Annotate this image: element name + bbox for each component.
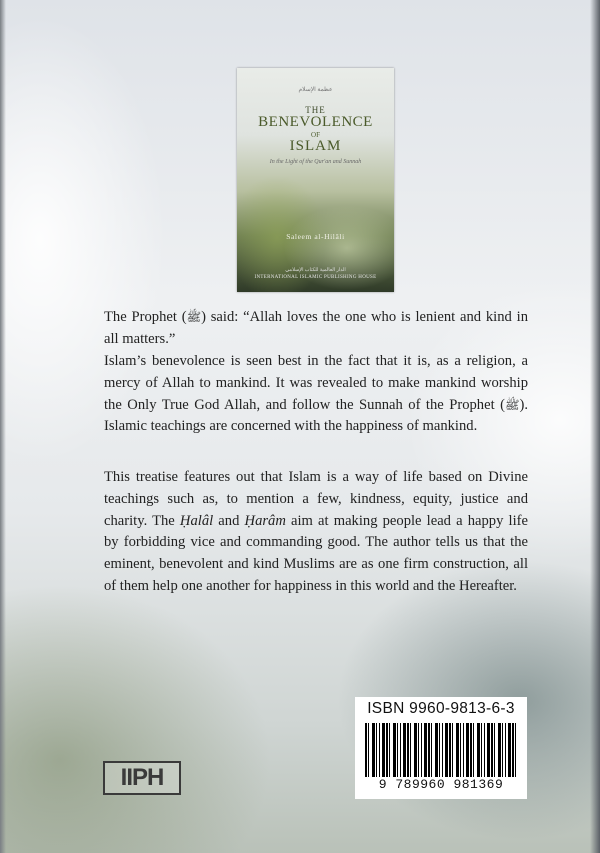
thumbnail-publisher-arabic: الدار العالمية للكتاب الإسلامي xyxy=(285,268,346,273)
benevolence-text-start: Islam’s benevolence is seen best in the fact that it is, as a religion, a mercy of Allah to mankind. It was revealed to make mankind worship the Only True God Allah, and follow the Sunnah of the Prophet ( xyxy=(104,353,528,413)
treatise-and: and xyxy=(213,512,245,529)
thumbnail-islam: ISLAM xyxy=(289,138,342,154)
thumbnail-publisher: INTERNATIONAL ISLAMIC PUBLISHING HOUSE xyxy=(254,275,377,280)
cover-edge-shadow-right xyxy=(590,0,600,853)
publisher-logo: IIPH xyxy=(103,761,181,795)
thumbnail-title: BENEVOLENCE xyxy=(258,114,373,130)
thumbnail-author: Saleem al-Hilâli xyxy=(286,232,345,241)
thumbnail-subtitle: In the Light of the Qur'an and Sunnah xyxy=(269,159,362,165)
isbn-label: ISBN 9960-9813-6-3 xyxy=(367,700,515,717)
barcode-digits: 9 789960 981369 xyxy=(378,777,504,792)
treatise-paragraph xyxy=(104,467,528,598)
haram-term: Ḥarâm xyxy=(244,512,286,529)
barcode-icon xyxy=(365,723,517,777)
quote-paragraph xyxy=(104,307,528,351)
quote-text-start: The Prophet ( xyxy=(104,309,187,325)
salutation-symbol: ﷺ xyxy=(186,310,202,324)
treatise-text-start: This treatise features out that Islam is a way of life based on Divine teachings such as, to mention a few, kindness, equity, justice and charity. The xyxy=(104,469,528,529)
halal-term: Ḥalâl xyxy=(179,512,214,529)
benevolence-paragraph xyxy=(104,351,528,438)
treatise-text-end: aim at making people lead a happy life by forbidding vice and commanding good. The author tells us that the eminent, benevolent and kind Muslims are as one firm construction, all of them help one another for happiness in this world and the Hereafter. xyxy=(104,512,528,594)
front-cover-thumbnail xyxy=(237,68,394,292)
quote-text-end: ) said: “Allah loves the one who is lenient and kind in all matters.” xyxy=(104,309,528,347)
benevolence-text-end: ). Islamic teachings are concerned with the happiness of mankind. xyxy=(104,396,528,435)
salutation-symbol: ﷺ xyxy=(504,397,520,412)
thumbnail-of: OF xyxy=(311,131,320,139)
isbn-barcode-block xyxy=(355,697,527,799)
cover-edge-shadow-left xyxy=(0,0,6,853)
thumbnail-arabic-title: عظمة الإسلام xyxy=(298,87,333,93)
thumbnail-the: THE xyxy=(305,105,326,115)
